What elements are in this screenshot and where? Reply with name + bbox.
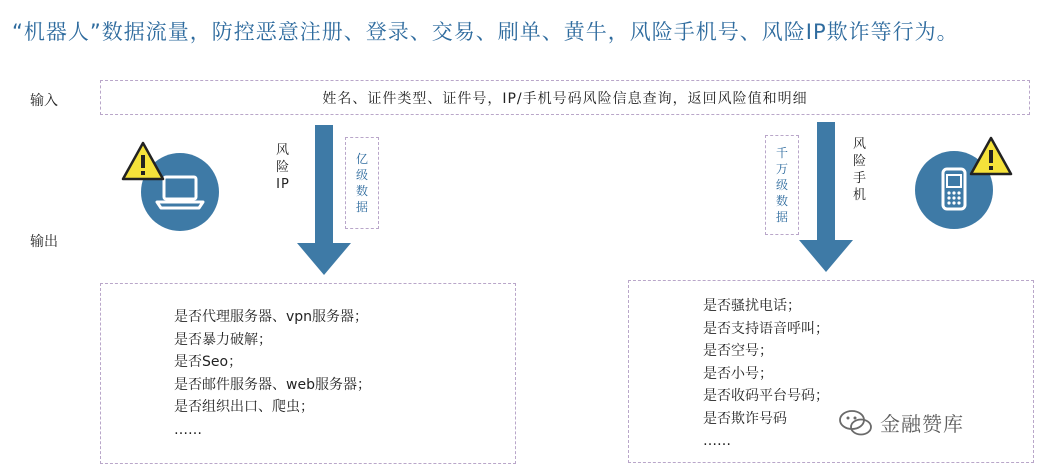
warning-icon — [120, 140, 166, 182]
left-data-tag — [345, 137, 379, 229]
right-data-tag — [765, 135, 799, 235]
warning-icon — [968, 135, 1014, 177]
right-flow-label: 风 险 手 机 — [852, 137, 867, 203]
list-item: 是否组织出口、爬虫； — [174, 399, 314, 415]
input-text: 姓名、证件类型、证件号，IP/手机号码风险信息查询，返回风险值和明细 — [322, 90, 808, 107]
list-item: 是否Seo； — [174, 354, 243, 370]
left-output-list — [174, 306, 515, 441]
input-box — [100, 80, 1030, 115]
right-data-tag-text: 千 万 级 数 据 — [775, 146, 788, 224]
list-item: 是否代理服务器、vpn服务器； — [174, 309, 369, 325]
list-item: …… — [703, 433, 731, 449]
list-item: 是否欺诈号码 — [703, 410, 787, 427]
left-flow-label: 风 险 IP — [275, 143, 290, 192]
watermark: 金融赞库 — [880, 412, 964, 436]
list-item: 是否小号； — [703, 365, 773, 382]
down-arrow-left — [297, 125, 351, 277]
headline: “机器人”数据流量，防控恶意注册、登录、交易、刷单、黄牛，风险手机号、风险IP欺诈等行为。 — [12, 20, 959, 44]
output-label: 输出 — [30, 234, 58, 250]
list-item: 是否空号； — [703, 343, 773, 359]
list-item: 是否支持语音呼叫； — [703, 320, 829, 337]
list-item: 是否骚扰电话； — [703, 298, 801, 314]
down-arrow-right — [799, 122, 853, 274]
left-data-tag-text: 亿 级 数 据 — [355, 152, 368, 214]
list-item: …… — [174, 421, 202, 438]
input-label: 输入 — [30, 93, 58, 109]
list-item: 是否邮件服务器、web服务器； — [174, 376, 371, 393]
right-output-box — [628, 280, 1034, 463]
left-output-box — [100, 283, 516, 464]
list-item: 是否暴力破解； — [174, 331, 272, 348]
list-item: 是否收码平台号码； — [703, 388, 829, 404]
wechat-icon — [838, 408, 874, 438]
